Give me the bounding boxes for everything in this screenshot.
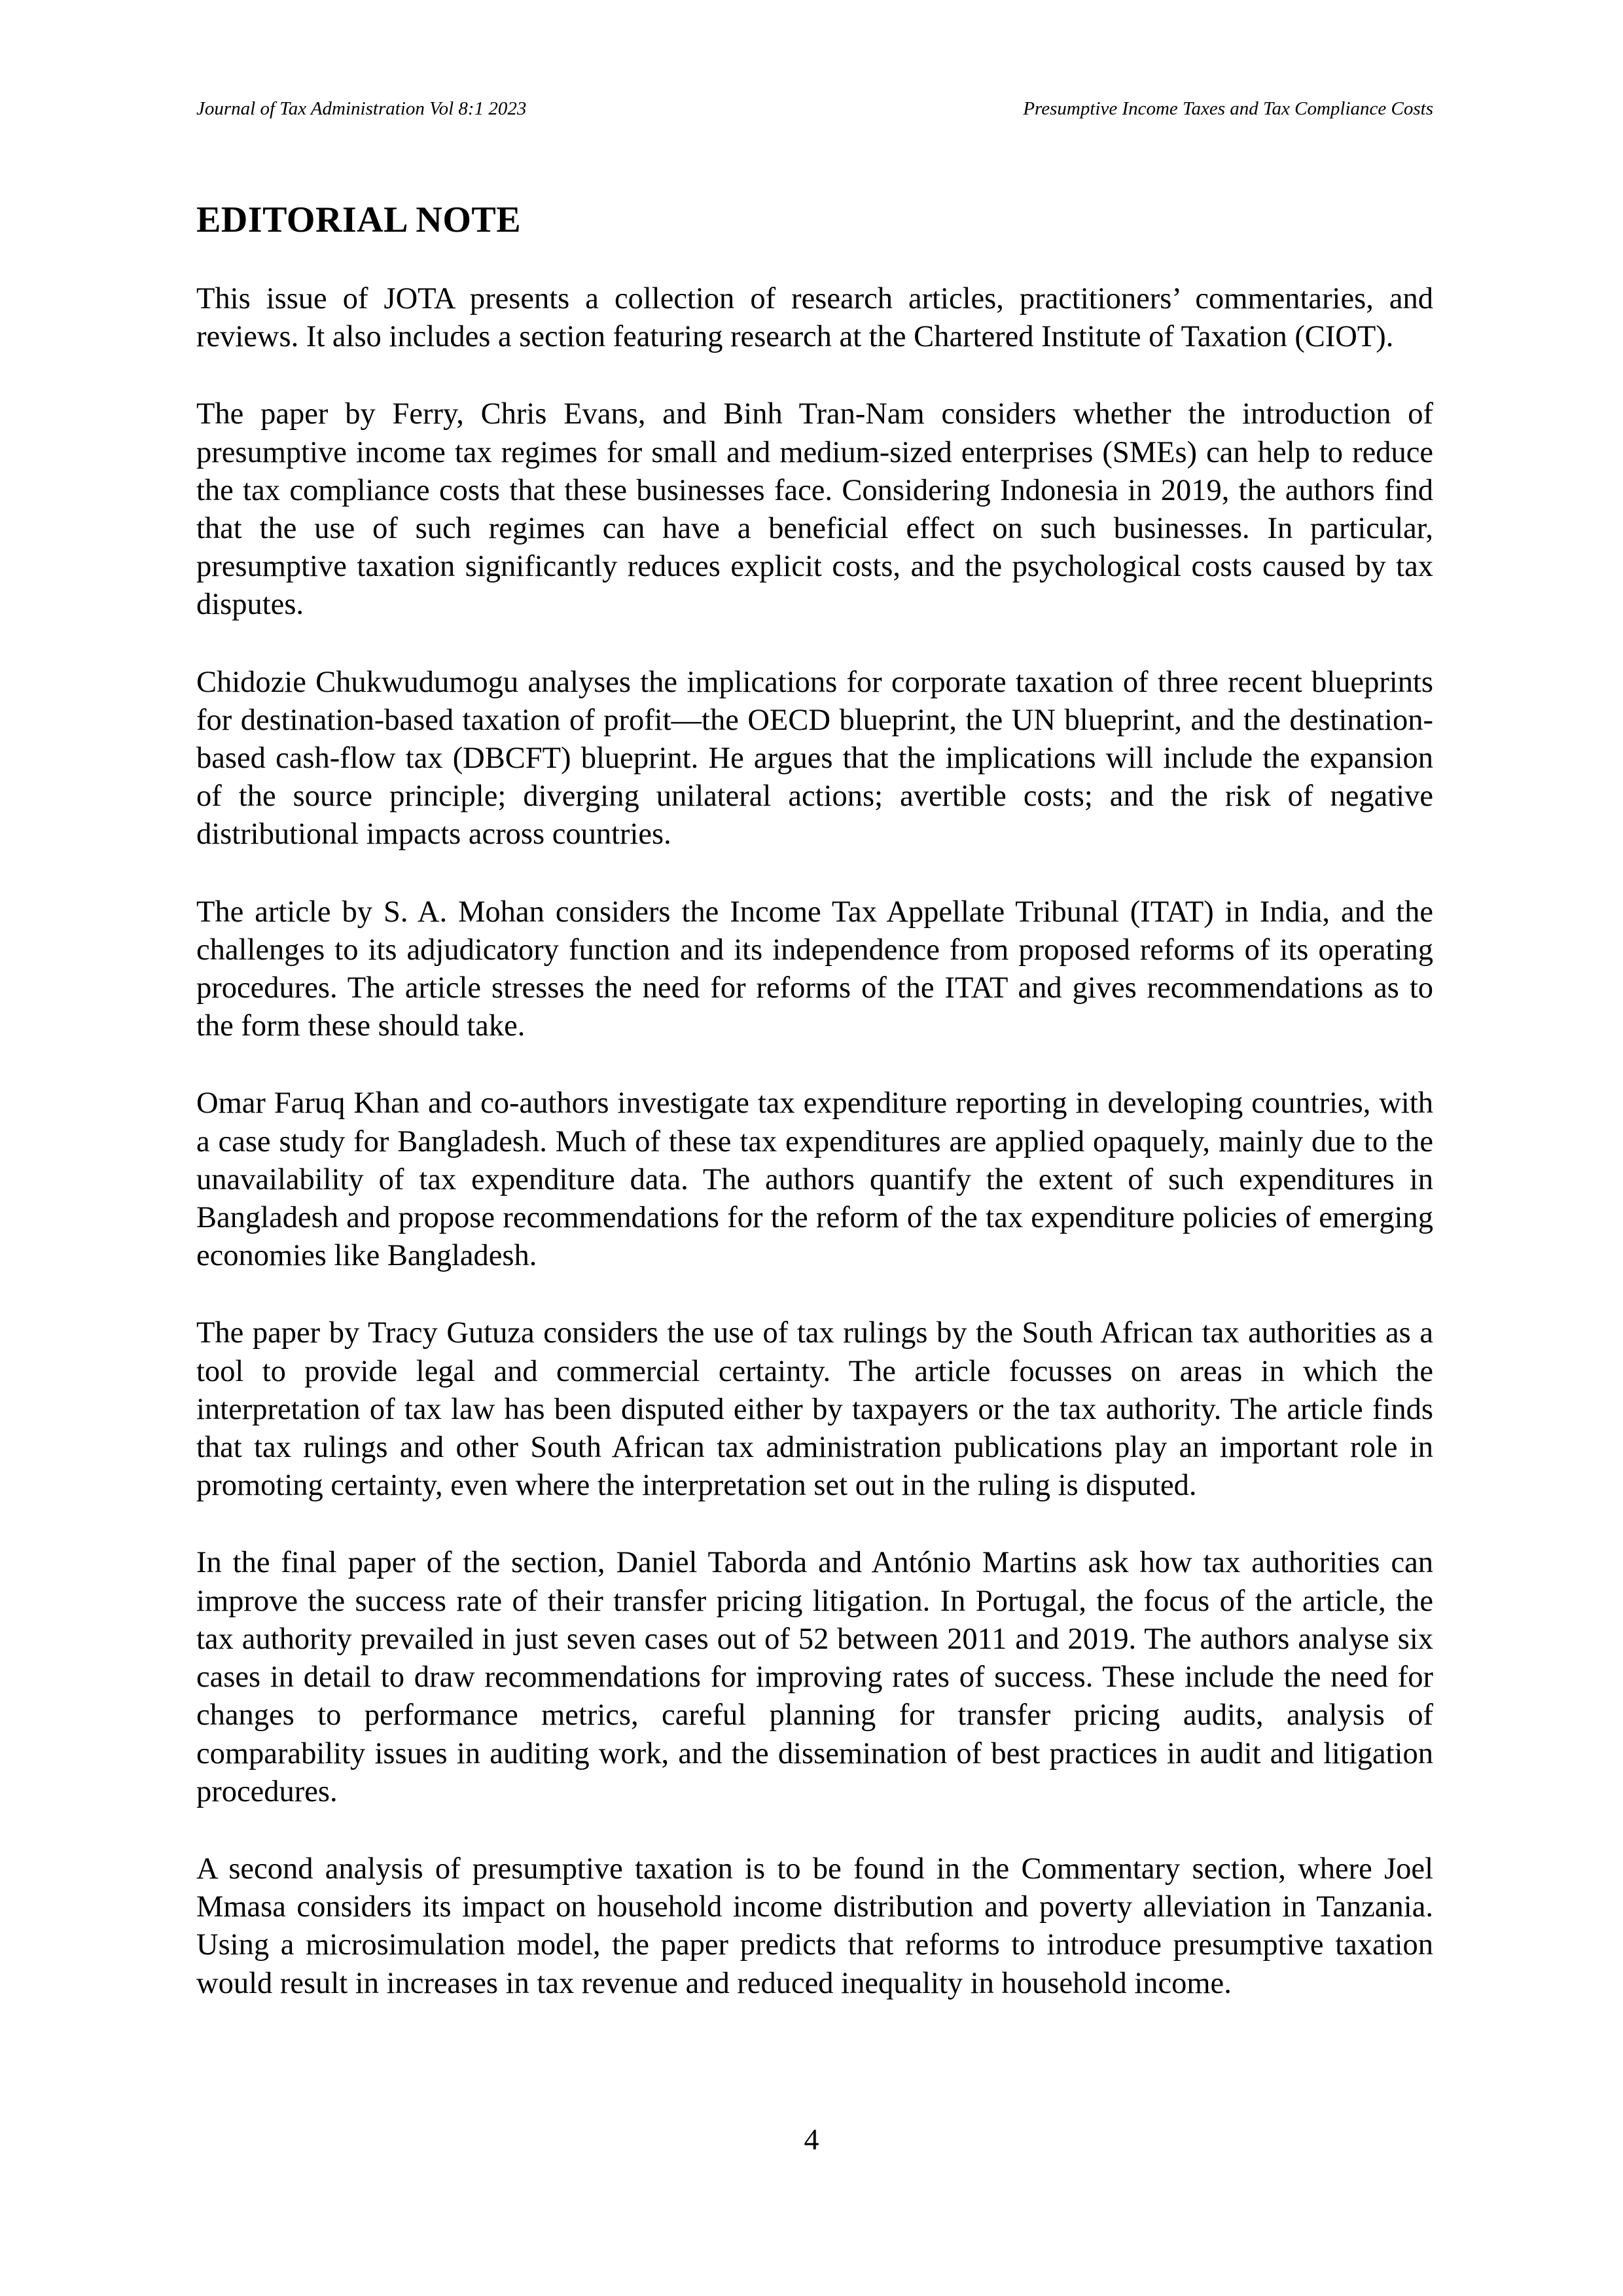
running-header <box>196 96 1433 122</box>
paragraph-gutuza: The paper by Tracy Gutuza considers the use of tax rulings by the South African tax authorities as a tool to provide legal and commercial certainty. The article focusses on areas in which the interpretation of tax law has been disputed either by taxpayers or the tax authority. The article finds that tax rulings and other South African tax administration publications play an important role in promoting certainty, even where the interpretation set out in the ruling is disputed. <box>196 1316 1433 1503</box>
paragraph-ferry-evans-tran-nam: The paper by Ferry, Chris Evans, and Binh Tran-Nam considers whether the introduction of presumptive income tax regimes for small and medium-sized enterprises (SMEs) can help to reduce the tax compliance costs that these businesses face. Considering Indonesia in 2019, the authors find that the use of such regimes can have a beneficial effect on such businesses. In particular, presumptive taxation significantly reduces explicit costs, and the psychological costs caused by tax disputes. <box>196 397 1433 622</box>
paragraph-chukwudumogu: Chidozie Chukwudumogu analyses the implications for corporate taxation of three recent blueprints for destination-based taxation of profit—the OECD blueprint, the UN blueprint, and the destination-based cash-flow tax (DBCFT) blueprint. He argues that the implications will include the expansion of the source principle; diverging unilateral actions; avertible costs; and the risk of negative distributional impacts across countries. <box>196 665 1433 852</box>
paragraph-intro: This issue of JOTA presents a collection of research articles, practitioners’ commentaries, and reviews. It also includes a section featuring research at the Chartered Institute of Taxation (CIOT). <box>196 282 1433 354</box>
journal-citation: Journal of Tax Administration Vol 8:1 2023 <box>196 98 527 119</box>
paragraph-mohan: The article by S. A. Mohan considers the Income Tax Appellate Tribunal (ITAT) in India, and the challenges to its adjudicatory function and its independence from proposed reforms of its operating procedures. The article stresses the need for reforms of the ITAT and gives recommendations as to the form these should take. <box>196 895 1433 1043</box>
main-content <box>196 196 1433 2003</box>
page-number: 4 <box>804 2123 819 2156</box>
section-title: EDITORIAL NOTE <box>196 200 522 240</box>
paragraph-taborda-martins: In the final paper of the section, Daniel Taborda and António Martins ask how tax authorities can improve the success rate of their transfer pricing litigation. In Portugal, the focus of the article, the tax authority prevailed in just seven cases out of 52 between 2011 and 2019. The authors analyse six cases in detail to draw recommendations for improving rates of success. These include the need for changes to performance metrics, careful planning for transfer pricing audits, analysis of comparability issues in auditing work, and the dissemination of best practices in audit and litigation procedures. <box>196 1546 1433 1808</box>
paragraph-khan: Omar Faruq Khan and co-authors investigate tax expenditure reporting in developing countries, with a case study for Bangladesh. Much of these tax expenditures are applied opaquely, mainly due to the unavailability of tax expenditure data. The authors quantify the extent of such expenditures in Bangladesh and propose recommendations for the reform of the tax expenditure policies of emerging economies like Bangladesh. <box>196 1086 1433 1273</box>
paragraph-mmasa: A second analysis of presumptive taxation is to be found in the Commentary section, where Joel Mmasa considers its impact on household income distribution and poverty alleviation in Tanzania. Using a microsimulation model, the paper predicts that reforms to introduce presumptive taxation would result in increases in tax revenue and reduced inequality in household income. <box>196 1852 1433 2000</box>
article-short-title: Presumptive Income Taxes and Tax Compliance Costs <box>1023 98 1433 119</box>
